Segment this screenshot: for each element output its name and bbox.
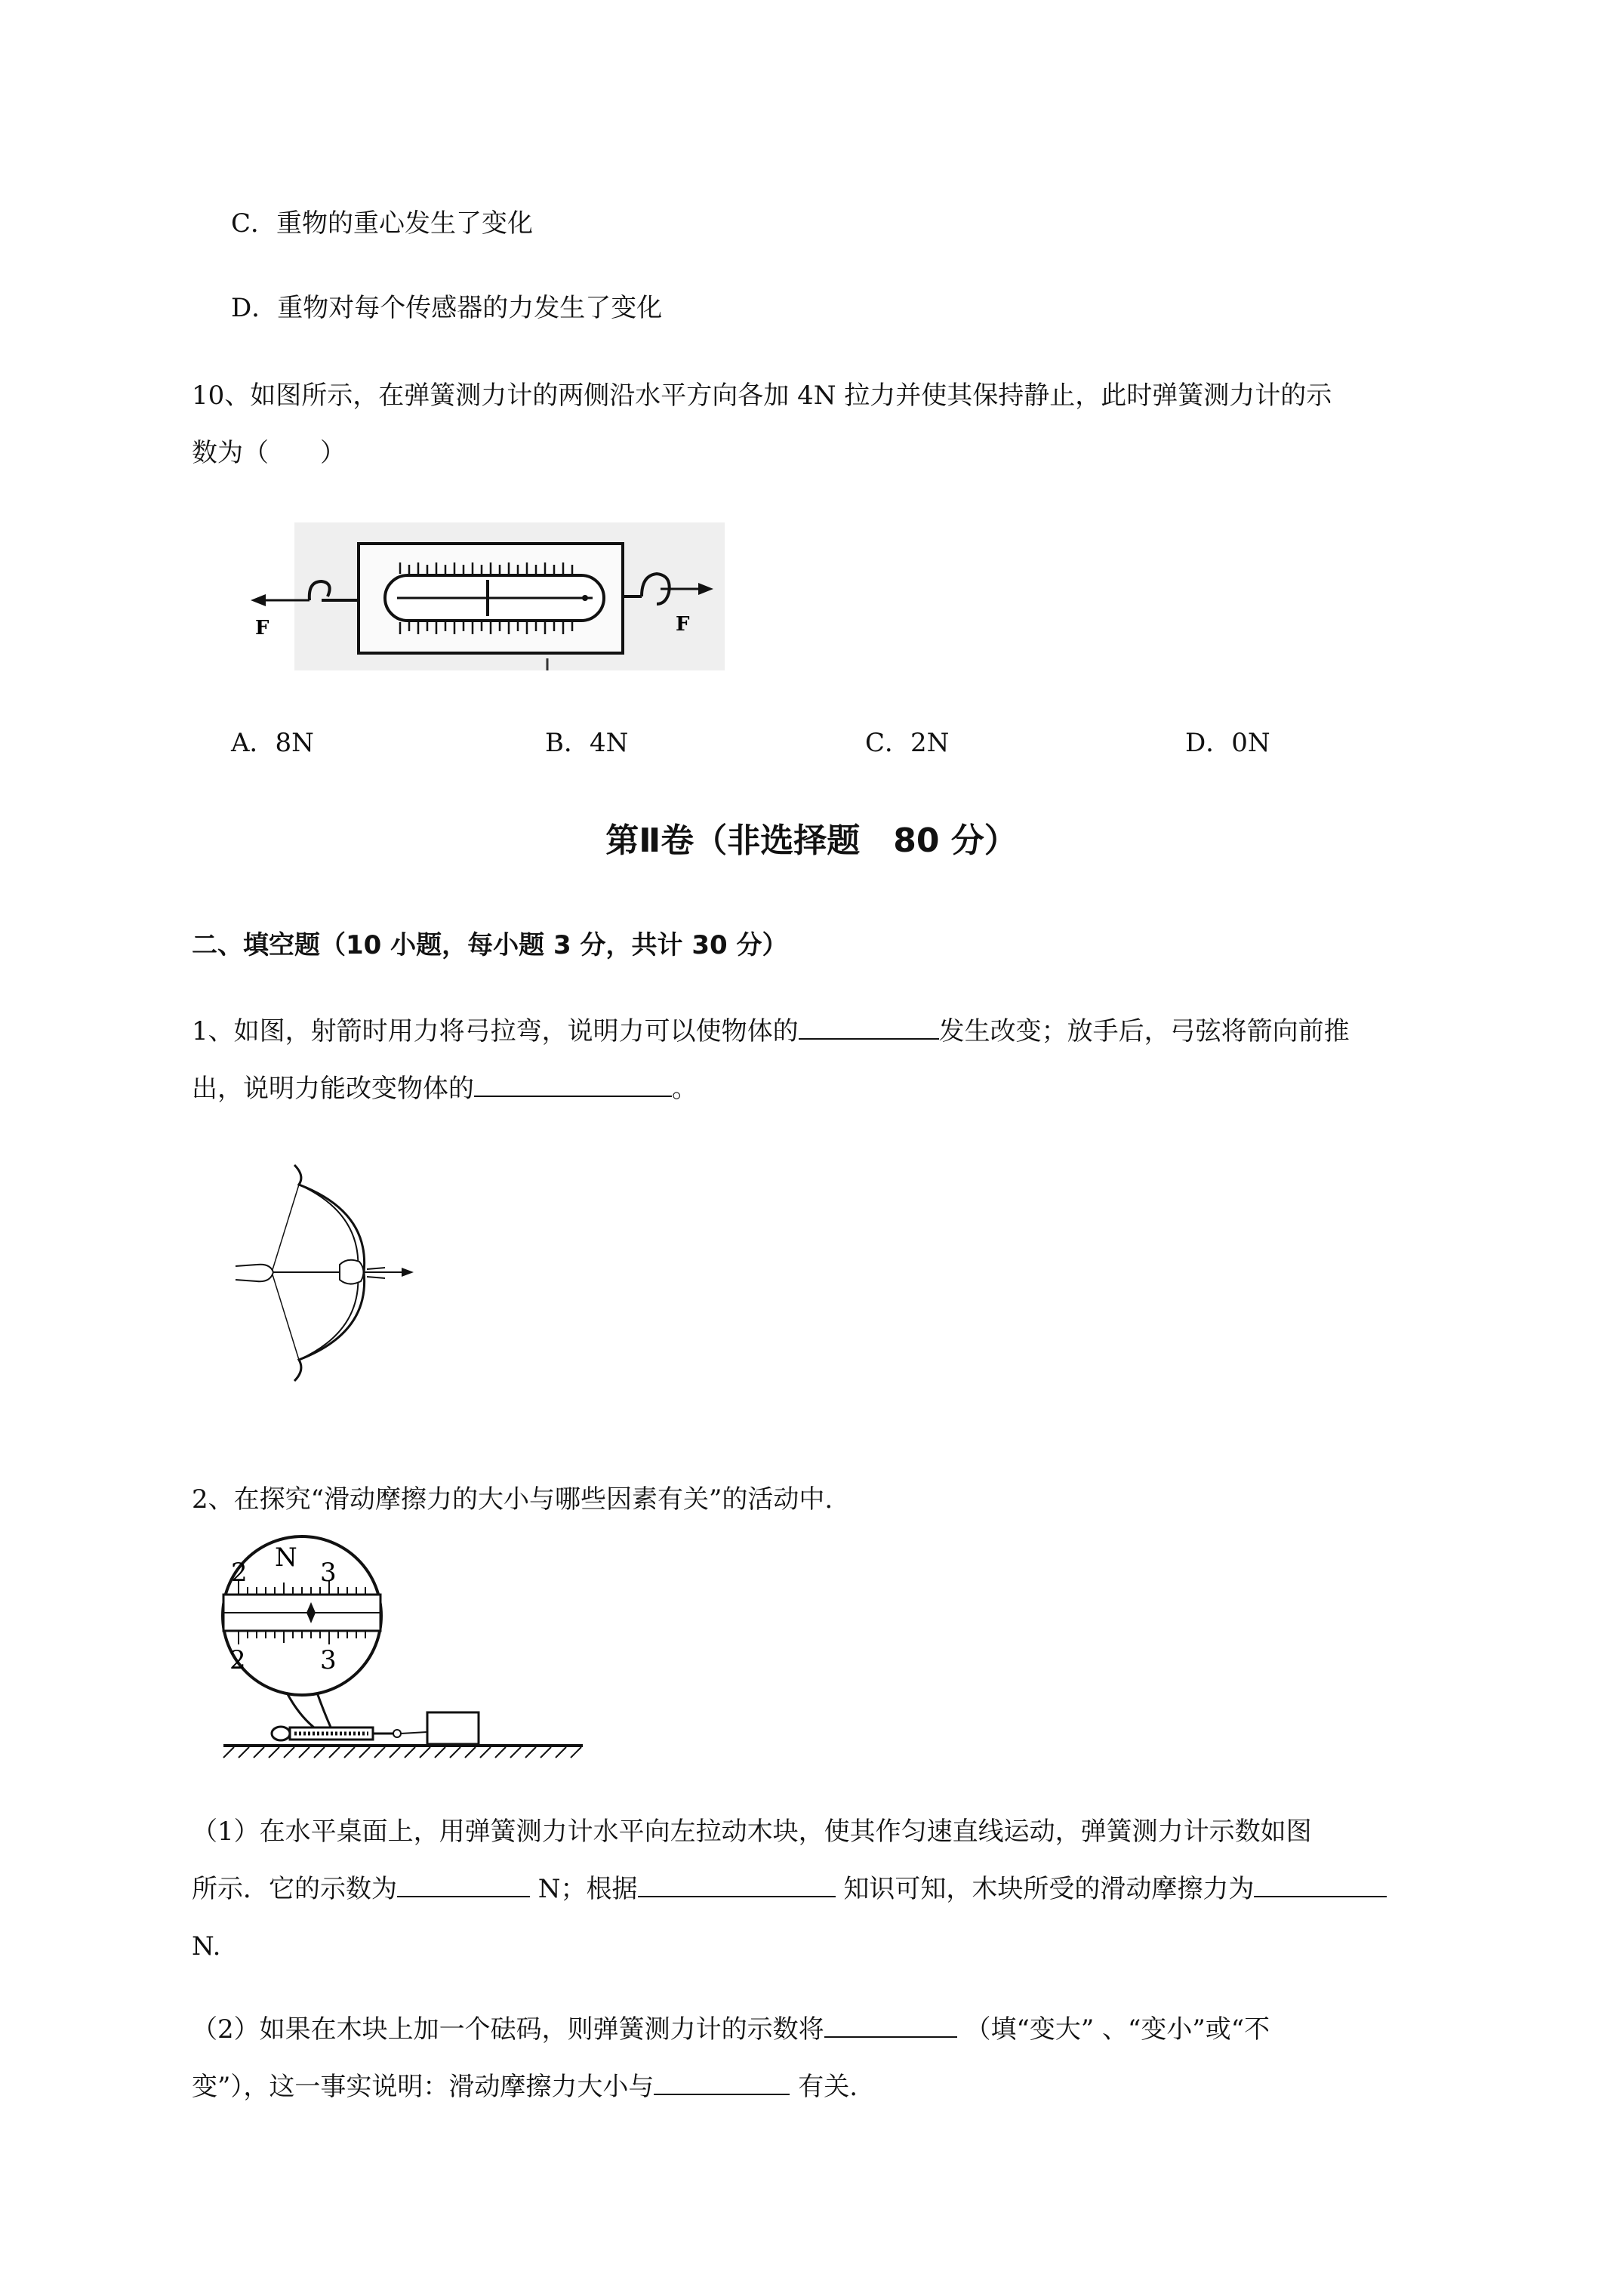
q10-option-d: D．0N — [1185, 728, 1270, 758]
fig-label-f-left: F — [255, 617, 269, 639]
fq2-s1-blank-friction[interactable] — [1254, 1873, 1387, 1897]
q10-option-a: A．8N — [231, 728, 314, 758]
fq2-s2-text-c: 变”），这一事实说明：滑动摩擦力大小与 — [192, 2072, 654, 2102]
dial-label-top-left: 2 — [231, 1558, 248, 1588]
q10-option-b: B．4N — [545, 728, 629, 758]
friction-experiment-figure — [196, 1533, 589, 1759]
dial-label-bottom-right: 3 — [320, 1645, 337, 1675]
q10-stem-line2: 数为（ ） — [192, 438, 346, 468]
dial-label-bottom-left: 2 — [229, 1645, 246, 1675]
fq2-s1-blank-knowledge[interactable] — [638, 1873, 836, 1897]
fq2-s1-line1: （1）在水平桌面上，用弹簧测力计水平向左拉动木块，使其作匀速直线运动，弹簧测力计示数如图 — [192, 1817, 1312, 1847]
part2-title: 第Ⅱ卷（非选择题 80 分） — [605, 821, 1018, 860]
q10-stem-line1: 10、如图所示，在弹簧测力计的两侧沿水平方向各加 4N 拉力并使其保持静止，此时弹簧测力计的示 — [192, 381, 1332, 411]
fq1-line2 — [192, 1060, 698, 1117]
fq1-text-a: 1、如图，射箭时用力将弓拉弯，说明力可以使物体的 — [192, 1016, 799, 1046]
fig-label-f-right: F — [676, 613, 690, 636]
fq2-s1-blank-reading[interactable] — [397, 1873, 530, 1897]
fq2-s2-text-d: 有关. — [790, 2072, 858, 2102]
fq2-s2-text-a: （2）如果在木块上加一个砝码，则弹簧测力计的示数将 — [192, 2014, 824, 2045]
fq2-s2-text-b: （填“变大” 、“变小”或“不 — [956, 2014, 1270, 2045]
q9-option-d: D．重物对每个传感器的力发生了变化 — [231, 293, 663, 323]
fq2-stem: 2、在探究“滑动摩擦力的大小与哪些因素有关”的活动中. — [192, 1484, 833, 1515]
fq2-s2-line1 — [192, 2001, 1270, 2058]
bow-arrow-figure — [226, 1159, 423, 1385]
fq1-text-b: 发生改变；放手后，弓弦将箭向前推 — [938, 1016, 1350, 1046]
q9-option-c: C．重物的重心发生了变化 — [231, 208, 534, 239]
dial-label-top-right: 3 — [320, 1558, 337, 1588]
spring-scale-figure — [249, 521, 725, 672]
fq2-s2-blank-change[interactable] — [824, 2014, 957, 2038]
q10-option-c: C．2N — [865, 728, 950, 758]
fq2-s2-line2 — [192, 2058, 858, 2116]
fq2-s1-text-a: 所示．它的示数为 — [192, 1874, 397, 1904]
fill-section-heading: 二、填空题（10 小题，每小题 3 分，共计 30 分） — [192, 930, 788, 960]
fq1-blank-1[interactable] — [799, 1015, 939, 1040]
fq1-blank-2[interactable] — [474, 1073, 672, 1097]
dial-unit-label: N — [275, 1542, 297, 1573]
fq1-text-d: 。 — [672, 1074, 698, 1104]
fq2-s2-blank-factor[interactable] — [654, 2071, 790, 2095]
fq2-s1-text-b: N；根据 — [530, 1874, 638, 1904]
fq2-s1-line3: N. — [192, 1931, 221, 1962]
fq1-line1 — [192, 1003, 1350, 1060]
fq2-s1-text-c: 知识可知，木块所受的滑动摩擦力为 — [835, 1874, 1255, 1904]
fq2-s1-line2 — [192, 1860, 1387, 1918]
fq1-text-c: 出，说明力能改变物体的 — [192, 1074, 474, 1104]
